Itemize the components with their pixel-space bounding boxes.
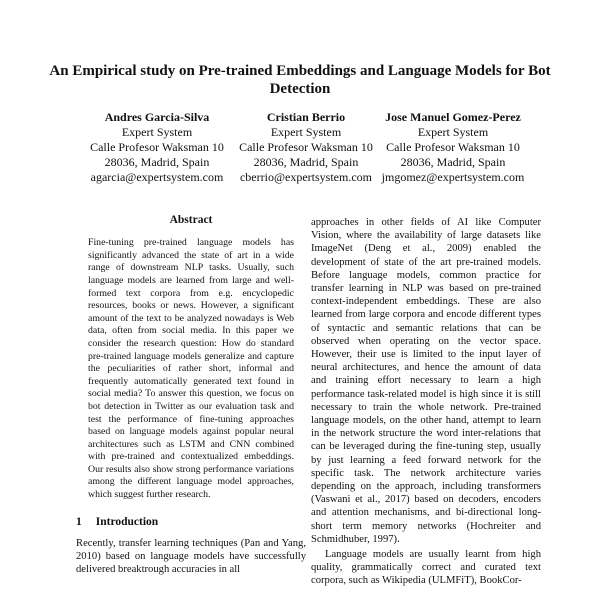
author-affiliation: Expert System (417, 125, 489, 139)
section-heading (76, 516, 306, 529)
left-column (76, 214, 306, 576)
author-email: cberrio@expertsystem.com (239, 170, 372, 184)
abstract-text: Fine-tuning pre-trained language models has significantly advanced the state of art in a wide range of downstream NLP tasks. Usually, such language models are learned from large and well-formed text corpora from e.g. encyclopedic resources, books or news. However, a significant amount of the text to be analyzed nowadays is Web data, often from social media. In this paper we consider the research question: How do standard pre-trained language models generalize and capture the peculiarities of rather short, informal and frequently automatically generated text found in social media? To answer this question, we focus on bot detection in Twitter as our evaluation task and test the performance of fine-tuning approaches based on language models against popular neural architectures such as LSTM and CNN combined with pre-trained and contextualized embeddings. Our results also show strong performance variations among the different language model approaches, which suggest further research. (88, 237, 294, 501)
body-paragraph: approaches in other fields of AI like Computer Vision, where the availability of large datasets like ImageNet (Deng et al., 2009) enabled the development of state of the art pre-trained models. Before language models, common practice for transfer learning in NLP was based on pre-trained context-independent embeddings. These are also learned from large corpora and encode different types of syntactic and semantic relations that can be observed when operating on the vector space. However, their use is limited to the input layer of neural architectures, and hence the amount of data and training effort necessary to learn a high performance task-related model is high since it is still necessary to train the whole network. Pre-trained language models, on the other hand, attempt to learn in the network structure the word inter-relations that can be leveraged during the fine-tuning step, usually by just learning a feed forward network for the specific task. The network architecture varies depending on the approach, including transformers (Vaswani et al., 2017) based on decoders, encoders and attention mechanisms, and bi-directional long-short term memory networks (Hochreiter and Schmidhuber, 1997). (311, 217, 541, 545)
author-street: Calle Profesor Waksman 10 (90, 140, 224, 154)
author-name: Andres Garcia-Silva (104, 110, 210, 124)
section-number: 1 (76, 515, 82, 528)
author-city: 28036, Madrid, Spain (253, 155, 359, 169)
author-block (72, 110, 242, 185)
body-paragraph: Recently, transfer learning techniques (Pan and Yang, 2010) based on language models have successfully delivered breaktrough accuracies in all (76, 537, 306, 576)
body-paragraph: Language models are usually learnt from high quality, grammatically correct and curated text corpora, such as Wikipedia (ULMFiT), BookCor- (311, 549, 541, 587)
author-city: 28036, Madrid, Spain (104, 155, 210, 169)
author-email: jmgomez@expertsystem.com (381, 170, 525, 184)
section-title: Introduction (95, 515, 159, 528)
abstract-heading: Abstract (169, 214, 213, 226)
right-column (311, 216, 541, 588)
author-name: Jose Manuel Gomez-Perez (385, 110, 521, 124)
author-affiliation: Expert System (270, 125, 342, 139)
paper-title: An Empirical study on Pre-trained Embeddings and Language Models for Bot Detection (49, 63, 551, 97)
author-affiliation: Expert System (121, 125, 193, 139)
author-street: Calle Profesor Waksman 10 (386, 140, 520, 154)
author-name: Cristian Berrio (266, 110, 346, 124)
author-block (221, 110, 391, 185)
author-email: agarcia@expertsystem.com (90, 170, 224, 184)
author-block (368, 110, 538, 185)
author-city: 28036, Madrid, Spain (400, 155, 506, 169)
author-street: Calle Profesor Waksman 10 (239, 140, 373, 154)
